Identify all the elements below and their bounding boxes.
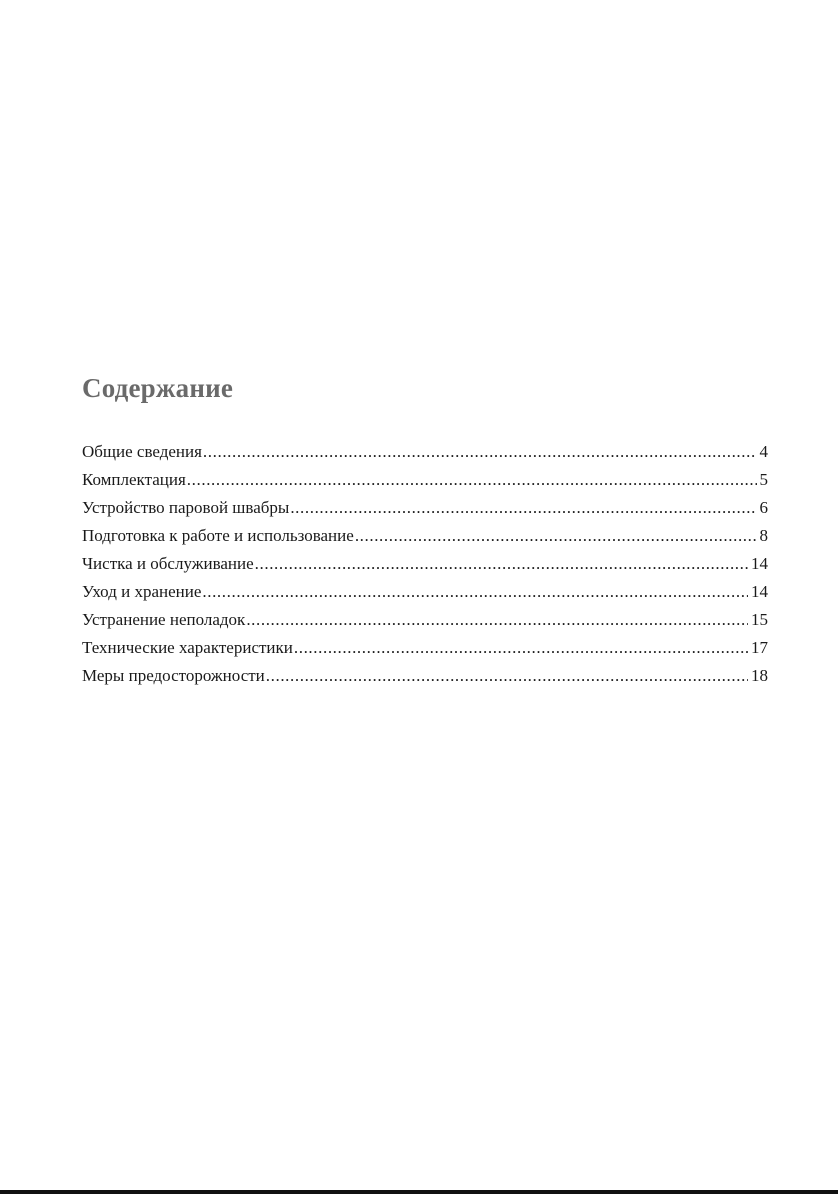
toc-entry-package-contents[interactable] [82,466,768,494]
dot-leader [294,634,748,662]
toc-entry-specifications[interactable] [82,634,768,662]
page-bottom-rule [0,1190,838,1194]
toc-entry-page-number: 6 [759,498,768,517]
toc-entry-label: Технические характеристики [82,638,293,657]
dot-leader [202,578,748,606]
toc-entry-care-and-storage[interactable] [82,578,768,606]
toc-entry-label: Комплектация [82,470,186,489]
toc-entry-device-structure[interactable] [82,494,768,522]
toc-entry-page-number: 8 [759,526,768,545]
toc-entry-label: Общие сведения [82,442,202,461]
toc-entry-general-info[interactable] [82,438,768,466]
dot-leader [203,438,757,466]
toc-entry-label: Устранение неполадок [82,610,246,629]
toc-entry-page-number: 5 [759,470,768,489]
toc-entry-label: Уход и хранение [82,582,202,601]
toc-entry-label: Подготовка к работе и использование [82,526,354,545]
toc-entry-page-number: 14 [751,582,768,601]
dot-leader [266,662,748,690]
toc-entry-label: Чистка и обслуживание [82,554,254,573]
toc-entry-page-number: 15 [751,610,768,629]
toc-entry-page-number: 17 [751,638,768,657]
dot-leader [355,522,757,550]
dot-leader [187,466,757,494]
toc-entry-safety-precautions[interactable] [82,662,768,690]
dot-leader [255,550,748,578]
toc-entry-cleaning-and-maintenance[interactable] [82,550,768,578]
toc-entry-page-number: 14 [751,554,768,573]
toc-entry-label: Меры предосторожности [82,666,265,685]
toc-entry-troubleshooting[interactable] [82,606,768,634]
toc-title: Содержание [82,373,234,403]
toc-entry-page-number: 18 [751,666,768,685]
dot-leader [246,606,748,634]
dot-leader [290,494,756,522]
toc-entry-label: Устройство паровой швабры [82,498,290,517]
table-of-contents [82,438,768,690]
toc-entry-preparation-and-use[interactable] [82,522,768,550]
toc-entry-page-number: 4 [759,442,768,461]
